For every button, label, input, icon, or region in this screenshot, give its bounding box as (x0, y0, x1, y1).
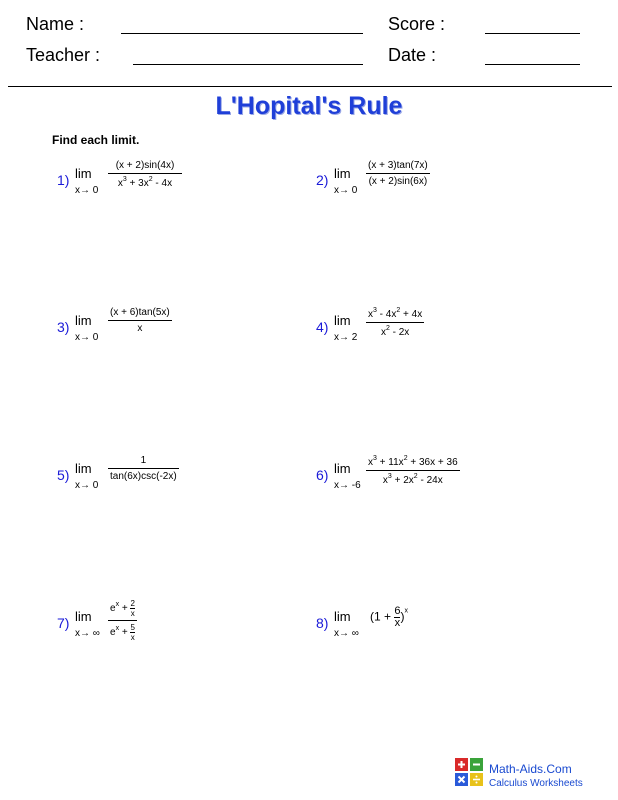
lim-subscript: x→ -6 (334, 480, 361, 491)
footer-site[interactable]: Math-Aids.Com (489, 762, 572, 776)
problem-number: 2) (316, 172, 329, 188)
fraction (108, 455, 179, 482)
numerator: $e^x$ + $\frac{2}{x}$ (110, 599, 135, 618)
footer-subtitle: Calculus Worksheets (489, 778, 583, 789)
problem-number: 4) (316, 319, 329, 335)
lim-subscript: x→ ∞ (75, 628, 100, 639)
numerator: (x + 6)tan(5x) (110, 307, 170, 318)
name-label: Name : (26, 14, 85, 34)
teacher-label: Teacher : (26, 45, 101, 65)
lim-label: lim (75, 313, 92, 328)
lim-label: lim (334, 461, 351, 476)
lim-label: lim (334, 313, 351, 328)
math-aids-logo-icon (455, 758, 483, 786)
name-field[interactable] (121, 33, 363, 34)
numerator: (x + 3)tan(7x) (368, 160, 428, 171)
lim-label: lim (75, 166, 92, 181)
lim-subscript: x→ 2 (334, 332, 358, 343)
fraction (108, 307, 172, 334)
lim-subscript: x→ 0 (75, 480, 99, 491)
date-label: Date : (388, 45, 437, 65)
denominator: $e^x$ + $\frac{5}{x}$ (110, 623, 135, 642)
problem-number: 7) (57, 615, 70, 631)
denominator: $x^3 + 3x^2 - 4x$ (117, 176, 173, 189)
denominator: $x^2 - 2x$ (380, 325, 410, 338)
fraction (108, 599, 137, 642)
problem-number: 3) (57, 319, 70, 335)
instructions: Find each limit. (52, 133, 140, 147)
score-label: Score : (388, 14, 446, 34)
lim-subscript: x→ 0 (75, 332, 99, 343)
problem-number: 1) (57, 172, 70, 188)
lim-label: lim (334, 609, 351, 624)
fraction (366, 307, 424, 338)
lim-label: lim (334, 166, 351, 181)
denominator: $x^3 + 2x^2 - 24x$ (382, 473, 443, 486)
fraction (108, 160, 182, 189)
date-field[interactable] (485, 64, 580, 65)
denominator: tan(6x)csc(-2x) (110, 471, 177, 482)
header-divider (8, 86, 612, 87)
problem-number: 5) (57, 467, 70, 483)
fraction (366, 455, 460, 486)
teacher-field[interactable] (133, 64, 363, 65)
fraction (366, 160, 430, 187)
denominator: x (137, 323, 143, 334)
numerator: $x^3 + 11x^2 + 36x + 36$ (368, 455, 458, 468)
lim-label: lim (75, 461, 92, 476)
problem-number: 6) (316, 467, 329, 483)
lim-label: lim (75, 609, 92, 624)
numerator: $x^3 - 4x^2 + 4x$ (368, 307, 423, 320)
denominator: (x + 2)sin(6x) (368, 176, 428, 187)
numerator: 1 (140, 455, 147, 466)
lim-subscript: x→ ∞ (334, 628, 359, 639)
lim-subscript: x→ 0 (334, 185, 358, 196)
page-title: L'Hopital's Rule (215, 92, 403, 120)
lim-subscript: x→ 0 (75, 185, 99, 196)
expression: (1 + $\frac{6}{x}$ )$^x$ (370, 605, 408, 629)
problem-number: 8) (316, 615, 329, 631)
score-field[interactable] (485, 33, 580, 34)
numerator: (x + 2)sin(4x) (115, 160, 175, 171)
